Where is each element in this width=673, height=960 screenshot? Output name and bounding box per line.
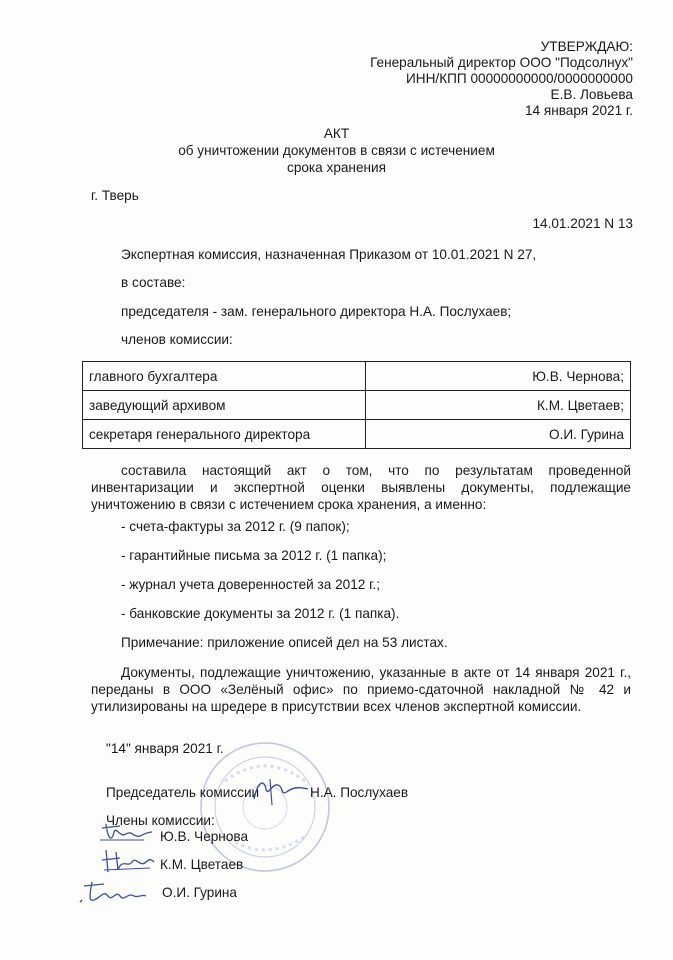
- approval-name: Е.В. Ловьева: [550, 87, 633, 102]
- member-name: Ю.В. Чернова;: [366, 362, 631, 391]
- approval-inn: ИНН/КПП 00000000000/0000000000: [406, 71, 633, 86]
- chairman-signature: [250, 775, 312, 807]
- list-item: - банковские документы за 2012 г. (1 папка).: [121, 606, 400, 621]
- approval-position: Генеральный директор ООО "Подсолнух": [370, 55, 633, 70]
- chairman-sign-name: Н.А. Послухаев: [310, 785, 409, 800]
- approval-block: [370, 39, 633, 119]
- document-title: [0, 125, 673, 176]
- sign-date: "14" января 2021 г.: [106, 741, 224, 756]
- member-signature: [100, 846, 156, 876]
- title-act: АКТ: [323, 126, 350, 141]
- list-item: - журнал учета доверенностей за 2012 г.;: [121, 577, 380, 592]
- members-sign-label: Члены комиссии:: [106, 813, 215, 828]
- members-label: членов комиссии:: [121, 332, 233, 347]
- city: г. Тверь: [91, 188, 139, 203]
- list-item: - счета-фактуры за 2012 г. (9 папок);: [121, 519, 350, 534]
- compiled-paragraph: составила настоящий акт о том, что по результатам проведенной инвентаризации и экспертной оценки выявлены документы, подлежащие уничтожению в связи с истечением срока хранения, а именно:: [91, 463, 631, 512]
- member-name: О.И. Гурина: [366, 420, 631, 449]
- chairman-sign-label: Председатель комиссии: [106, 785, 260, 800]
- member-sign-name: О.И. Гурина: [162, 885, 237, 900]
- stamp-seal: [195, 737, 335, 877]
- member-sign-name: К.М. Цветаев: [160, 857, 244, 872]
- member-sign-name: Ю.В. Чернова: [160, 829, 249, 844]
- member-signature: [98, 820, 154, 846]
- approval-date: 14 января 2021 г.: [524, 103, 633, 118]
- chairman-line: председателя - зам. генерального директора Н.А. Послухаев;: [121, 304, 512, 319]
- member-name: К.М. Цветаев;: [366, 391, 631, 420]
- member-position: заведующий архивом: [83, 391, 366, 420]
- title-subject: об уничтожении документов в связи с истечением: [178, 143, 495, 158]
- members-table: [82, 361, 631, 449]
- approval-heading: УТВЕРЖДАЮ:: [540, 39, 633, 54]
- composition-line: в составе:: [121, 275, 186, 290]
- title-subject-cont: срока хранения: [287, 160, 386, 175]
- member-position: секретаря генерального директора: [83, 420, 366, 449]
- list-item: - гарантийные письма за 2012 г. (1 папка);: [121, 548, 387, 563]
- table-row: [83, 362, 631, 391]
- note: Примечание: приложение описей дел на 53 листах.: [121, 635, 448, 650]
- transfer-paragraph: Документы, подлежащие уничтожению, указанные в акте от 14 января 2021 г., переданы в ООО «Зелёный офис» по приемо-сдаточной накладной № 42 и утилизированы на шредере в присутствии всех членов экспертной комиссии.: [91, 665, 631, 714]
- table-row: [83, 391, 631, 420]
- table-row: [83, 420, 631, 449]
- commission-line: Экспертная комиссия, назначенная Приказом от 10.01.2021 N 27,: [121, 247, 537, 262]
- member-position: главного бухгалтера: [83, 362, 366, 391]
- date-number: 14.01.2021 N 13: [532, 216, 633, 231]
- member-signature: [78, 876, 148, 910]
